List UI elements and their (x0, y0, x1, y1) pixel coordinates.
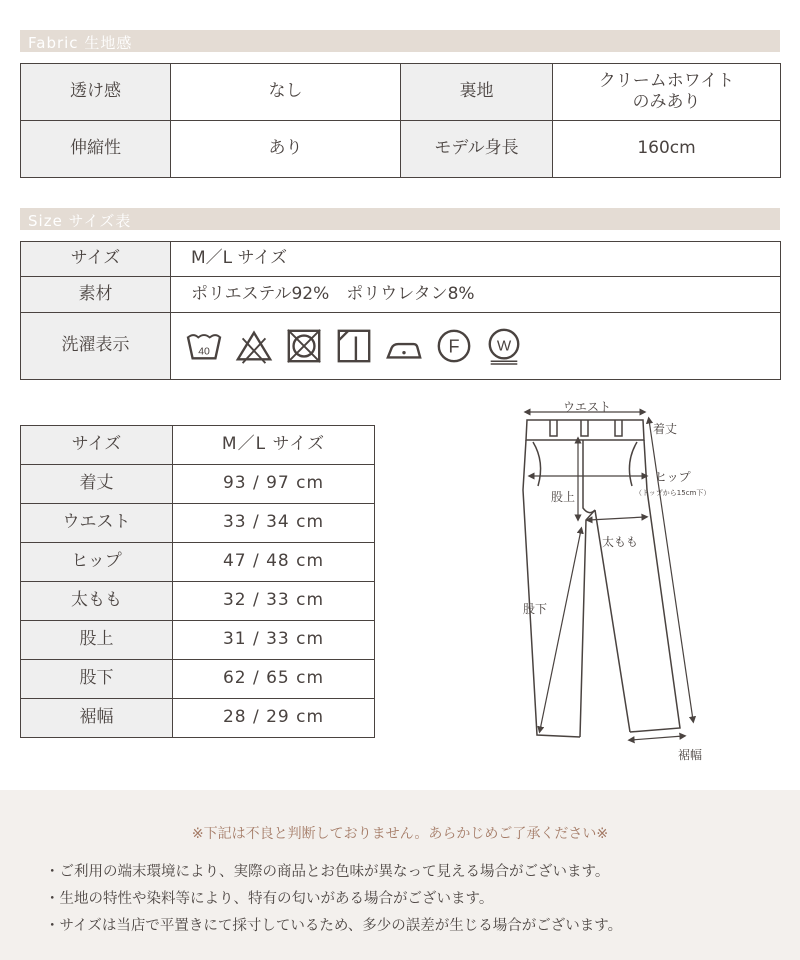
pants-diagram (505, 390, 800, 770)
measure-label: 着丈 (21, 465, 173, 504)
table-row (21, 582, 375, 621)
measure-value: 62 / 65 cm (173, 660, 375, 699)
measure-value: 28 / 29 cm (173, 699, 375, 738)
table-row (21, 121, 781, 178)
notes-panel (0, 790, 800, 960)
care-symbols (171, 313, 781, 380)
care-label: 洗濯表示 (21, 313, 171, 380)
note-item: ・ご利用の端末環境により、実際の商品とお色味が異なって見える場合がございます。 (45, 864, 610, 880)
stretch-label: 伸縮性 (21, 121, 171, 178)
svg-text:40: 40 (198, 346, 210, 358)
measure-value: 47 / 48 cm (173, 543, 375, 582)
measure-value: 33 / 34 cm (173, 504, 375, 543)
material-label: 素材 (21, 277, 171, 313)
hem-label: 裾幅 (678, 748, 703, 762)
measure-header-value: M／L サイズ (173, 426, 375, 465)
table-row (21, 504, 375, 543)
lining-value: クリームホワイト のみあり (553, 64, 781, 121)
thigh-label: 太もも (602, 535, 639, 549)
hip-label: ヒップ (655, 470, 691, 484)
fabric-section-header (20, 30, 780, 52)
measure-value: 31 / 33 cm (173, 621, 375, 660)
svg-text:F: F (448, 336, 460, 357)
table-row (21, 242, 781, 277)
table-header-row (21, 426, 375, 465)
length-label: 着丈 (653, 422, 678, 436)
table-row (21, 660, 375, 699)
iron-low-icon (385, 327, 423, 365)
model-height-label: モデル身長 (401, 121, 553, 178)
sheerness-value: なし (171, 64, 401, 121)
size-section-title: Size サイズ表 (28, 212, 132, 230)
no-bleach-icon (235, 327, 273, 365)
rise-label: 股上 (551, 490, 576, 504)
table-row (21, 699, 375, 738)
pants-outline (505, 390, 800, 770)
measure-value: 93 / 97 cm (173, 465, 375, 504)
measure-label: ヒップ (21, 543, 173, 582)
size-label: サイズ (21, 242, 171, 277)
measure-label: 股上 (21, 621, 173, 660)
size-info-table (20, 241, 781, 380)
fabric-section-title: Fabric 生地感 (28, 34, 133, 52)
svg-text:W: W (496, 337, 512, 355)
note-item: ・生地の特性や染料等により、特有の匂いがある場合がございます。 (45, 891, 494, 907)
wet-clean-w-icon (485, 327, 523, 365)
size-value: M／L サイズ (171, 242, 781, 277)
dry-clean-f-icon (435, 327, 473, 365)
inseam-label: 股下 (523, 602, 548, 616)
measure-header-size: サイズ (21, 426, 173, 465)
measurement-table (20, 425, 375, 738)
material-value: ポリエステル92% ポリウレタン8% (171, 277, 781, 313)
measure-label: ウエスト (21, 504, 173, 543)
measure-label: 太もも (21, 582, 173, 621)
measure-value: 32 / 33 cm (173, 582, 375, 621)
wash-40-icon (185, 327, 223, 365)
note-item: ・サイズは当店で平置きにて採寸しているため、多少の誤差が生じる場合がございます。 (45, 918, 623, 934)
measure-label: 股下 (21, 660, 173, 699)
table-row (21, 465, 375, 504)
table-row (21, 543, 375, 582)
fabric-table (20, 63, 781, 178)
model-height-value: 160cm (553, 121, 781, 178)
table-row (21, 313, 781, 380)
line-dry-shade-icon (335, 327, 373, 365)
table-row (21, 277, 781, 313)
waist-label: ウエスト (563, 400, 612, 414)
no-tumble-dry-icon (285, 327, 323, 365)
size-section-header (20, 208, 780, 230)
table-row (21, 621, 375, 660)
notes-heading: ※下記は不良と判断しておりません。あらかじめご了承ください※ (191, 826, 609, 842)
measure-label: 裾幅 (21, 699, 173, 738)
hip-note: （トップから15cm下） (635, 489, 711, 497)
sheerness-label: 透け感 (21, 64, 171, 121)
table-row (21, 64, 781, 121)
lining-label: 裏地 (401, 64, 553, 121)
stretch-value: あり (171, 121, 401, 178)
